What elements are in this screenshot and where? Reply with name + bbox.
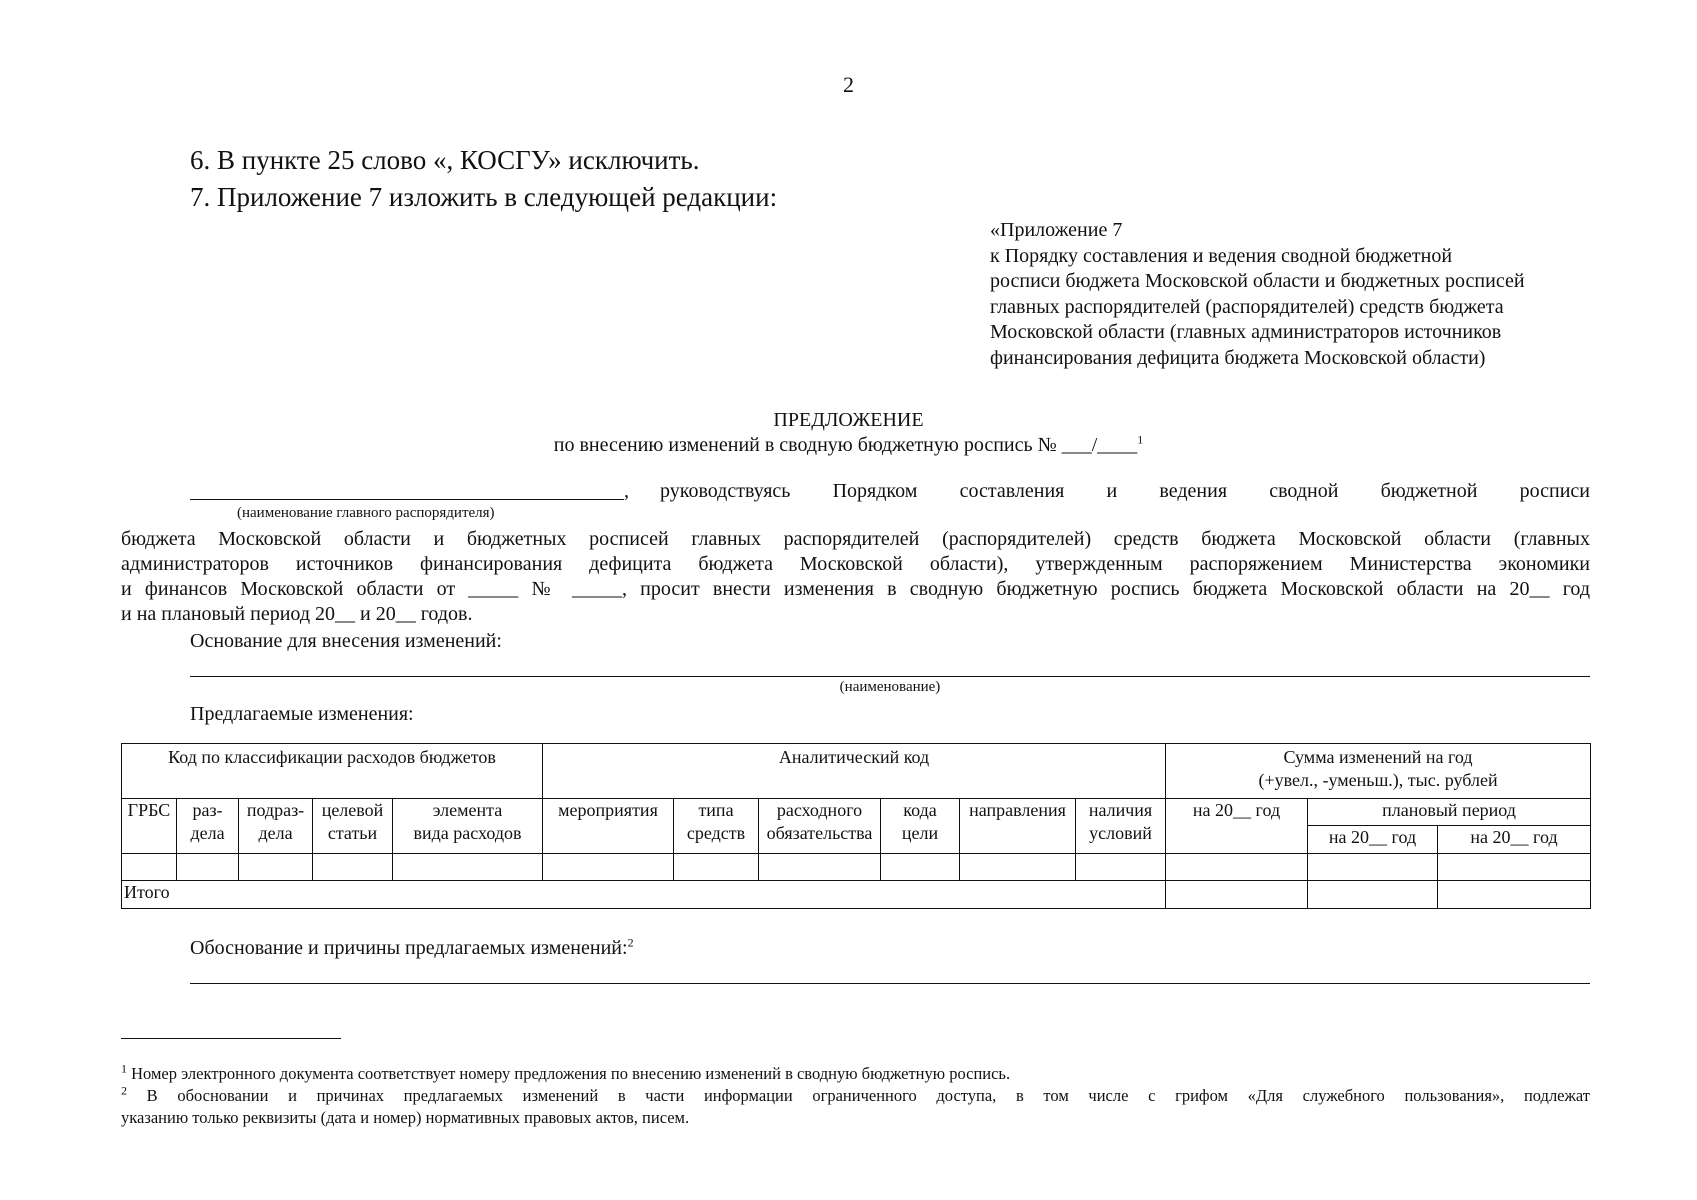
col-podrazdel [239, 799, 313, 854]
footnote-mark: 2 [121, 1083, 127, 1098]
page-number: 2 [843, 72, 854, 97]
annex-line: росписи бюджета Московской области и бюджетных росписей [990, 270, 1525, 292]
reasons-text: Обоснование и причины предлагаемых изменений: [190, 937, 628, 959]
intro-line: руководствуясь Порядком составления и ведения сводной бюджетной росписи [660, 480, 1590, 502]
document-subtitle [0, 434, 1697, 457]
table-cell [393, 854, 543, 881]
col-label: условий [1089, 823, 1152, 843]
item-7-text: 7. Приложение 7 изложить в следующей редакции: [190, 182, 778, 212]
table-cell [239, 854, 313, 881]
col-label: раз- [192, 800, 223, 820]
col-year: на 20__ год [1166, 799, 1308, 854]
table-cell [1308, 854, 1438, 881]
col-year-2: на 20__ год [1308, 826, 1438, 854]
col-label: цели [901, 823, 939, 843]
classification-header: Код по классификации расходов бюджетов [122, 744, 543, 799]
col-label: кода [903, 800, 937, 820]
footnotes [121, 1063, 1590, 1129]
col-label: типа [698, 800, 734, 820]
table-cell [1438, 854, 1591, 881]
col-label: наличия [1088, 800, 1153, 820]
footnote-2 [121, 1085, 1590, 1107]
col-target [313, 799, 393, 854]
col-label: вида расходов [413, 823, 522, 843]
col-razdel [177, 799, 239, 854]
col-label: статьи [327, 823, 378, 843]
table-header-row [122, 744, 1591, 799]
annex-header [990, 218, 1610, 371]
annex-line: Московской области (главных администраторов источников [990, 321, 1502, 343]
table-cell [674, 854, 759, 881]
col-grbs [122, 799, 177, 854]
col-label: направления [969, 800, 1066, 820]
basis-label: Основание для внесения изменений: [190, 630, 502, 652]
col-label: элемента [432, 800, 503, 820]
annex-line: главных распорядителей (распорядителей) средств бюджета [990, 295, 1504, 318]
table-cell [177, 854, 239, 881]
intro-paragraph [121, 527, 1590, 627]
col-year-3: на 20__ год [1438, 826, 1591, 854]
table-header-row [122, 799, 1591, 826]
footnote-mark: 1 [121, 1061, 127, 1076]
table-cell [1076, 854, 1166, 881]
col-label: целевой [321, 800, 384, 820]
document-title: ПРЕДЛОЖЕНИЕ [773, 409, 924, 431]
annex-line: финансирования дефицита бюджета Московской области) [990, 346, 1486, 369]
intro-line: бюджета Московской области и бюджетных росписей главных распорядителей (распорядителей) средств бюджета Московской области (главных [121, 528, 1590, 550]
col-element [393, 799, 543, 854]
table-cell [313, 854, 393, 881]
table-cell [122, 854, 177, 881]
sum-header-line: Сумма изменений на год [1283, 747, 1473, 767]
footnote-ref-1: 1 [1137, 432, 1144, 447]
col-label: мероприятия [558, 800, 658, 820]
col-label: обязательства [766, 823, 873, 843]
footnote-1 [121, 1063, 1590, 1085]
table-cell [881, 854, 960, 881]
col-label: расходного [776, 800, 863, 820]
table-row [122, 854, 1591, 881]
reasons-label [190, 937, 634, 960]
analytic-code-header: Аналитический код [543, 744, 1166, 799]
col-label: ГРБС [127, 800, 171, 820]
col-measure [543, 799, 674, 854]
distributor-name-blank [190, 499, 624, 500]
distributor-name-caption: (наименование главного распорядителя) [237, 505, 495, 521]
proposed-changes-label: Предлагаемые изменения: [190, 703, 414, 725]
col-direction [960, 799, 1076, 854]
item-6-text: 6. В пункте 25 слово «, КОСГУ» исключить. [190, 145, 700, 175]
annex-line: к Порядку составления и ведения сводной бюджетной [990, 244, 1453, 267]
sum-header-line: (+увел., -уменьш.), тыс. рублей [1258, 770, 1498, 790]
footnote-separator [121, 1038, 341, 1039]
intro-line: и на плановый период 20__ и 20__ годов. [121, 603, 473, 625]
table-cell [1166, 881, 1308, 909]
col-goal [881, 799, 960, 854]
total-label: Итого [122, 881, 1166, 909]
basis-line [190, 676, 1590, 677]
footnote-ref-2: 2 [627, 935, 634, 950]
intro-line: администраторов источников финансирования дефицита бюджета Московской области), утвержденным распоряжением Министерства экономики [121, 553, 1590, 575]
col-label: подраз- [246, 800, 305, 820]
subtitle-text: по внесению изменений в сводную бюджетную роспись № ___/____ [553, 434, 1138, 456]
col-label: средств [686, 823, 746, 843]
col-label: дела [258, 823, 293, 843]
intro-comma: , [624, 480, 629, 502]
table-cell [1438, 881, 1591, 909]
table-cell [1308, 881, 1438, 909]
reasons-line [190, 983, 1590, 984]
col-planned-period: плановый период [1308, 799, 1591, 826]
table-cell [960, 854, 1076, 881]
sum-header [1166, 744, 1591, 799]
table-cell [1166, 854, 1308, 881]
intro-line: и финансов Московской области от _____ № _____, просит внести изменения в сводную бюджетную роспись бюджета Московской области на 20__ год [121, 578, 1590, 600]
footnote-text: В обосновании и причинах предлагаемых изменений в части информации ограниченного доступа, в том числе с грифом «Для служебного пользования», подлежат [146, 1086, 1591, 1105]
table-cell [543, 854, 674, 881]
col-label: дела [190, 823, 225, 843]
table-cell [759, 854, 881, 881]
footnote-2-cont: указанию только реквизиты (дата и номер) нормативных правовых актов, писем. [121, 1108, 690, 1127]
basis-caption: (наименование) [839, 679, 941, 695]
total-row [122, 881, 1591, 909]
annex-line: «Приложение 7 [990, 219, 1123, 241]
col-obligation [759, 799, 881, 854]
changes-table [121, 743, 1591, 909]
col-type [674, 799, 759, 854]
footnote-text: Номер электронного документа соответствует номеру предложения по внесению изменений в сводную бюджетную роспись. [131, 1064, 1011, 1083]
col-conditions [1076, 799, 1166, 854]
